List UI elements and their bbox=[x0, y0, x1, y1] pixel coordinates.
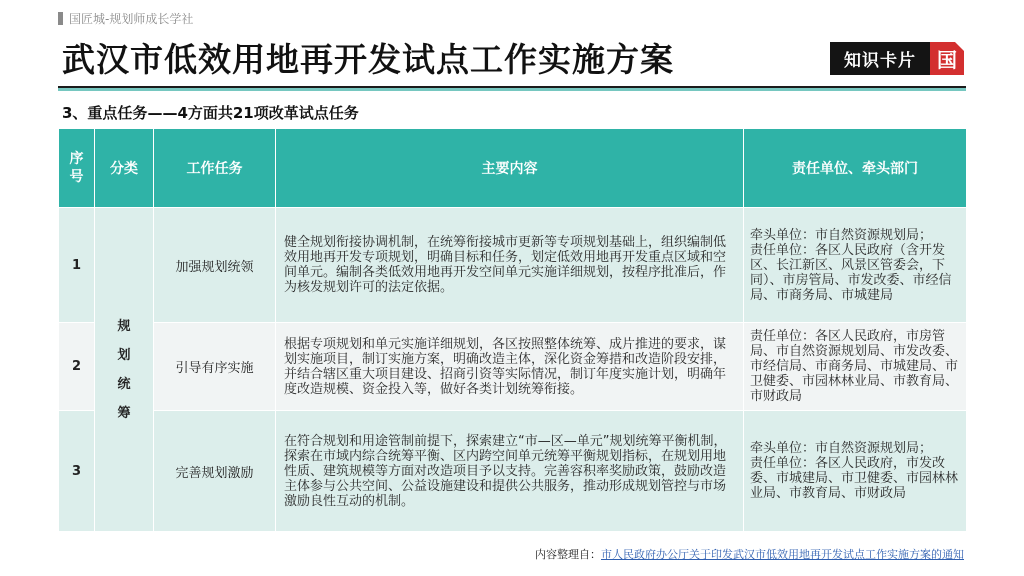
header-divider-teal bbox=[58, 88, 966, 91]
brand-bar-icon bbox=[58, 12, 63, 25]
source-label: 内容整理自： bbox=[535, 548, 601, 561]
row-number: 3 bbox=[59, 411, 95, 532]
brand-text: 国匠城-规划师成长学社 bbox=[69, 11, 194, 26]
task-name: 引导有序实施 bbox=[154, 323, 276, 411]
page-title: 武汉市低效用地再开发试点工作实施方案 bbox=[62, 40, 674, 79]
table-row bbox=[59, 208, 967, 323]
task-responsible: 牵头单位：市自然资源规划局； 责任单位：各区人民政府（含开发区、长江新区、风景区管委会，下同）、市房管局、市发改委、市经信局、市商务局、市城建局 bbox=[744, 208, 967, 323]
task-responsible: 责任单位：各区人民政府，市房管局、市自然资源规划局、市发改委、市经信局、市商务局、市城建局、市卫健委、市园林林业局、市教育局、市财政局 bbox=[744, 323, 967, 411]
header-category: 分类 bbox=[95, 129, 154, 208]
task-content: 健全规划衔接协调机制，在统筹衔接城市更新等专项规划基础上，组织编制低效用地再开发专项规划，明确目标和任务，划定低效用地再开发重点区域和空间单元。编制各类低效用地再开发空间单元实施详细规划，按程序批准后，作为核发规划许可的法定依据。 bbox=[276, 208, 744, 323]
header-task: 工作任务 bbox=[154, 129, 276, 208]
source-link[interactable]: 市人民政府办公厅关于印发武汉市低效用地再开发试点工作实施方案的通知 bbox=[601, 548, 964, 561]
task-table bbox=[58, 128, 967, 532]
header-no: 序 号 bbox=[59, 129, 95, 208]
header-responsible: 责任单位、牵头部门 bbox=[744, 129, 967, 208]
knowledge-card-badge bbox=[830, 42, 964, 75]
header-content: 主要内容 bbox=[276, 129, 744, 208]
table-header-row bbox=[59, 129, 967, 208]
source-note bbox=[535, 546, 964, 562]
section-subtitle: 3、重点任务——4方面共21项改革试点任务 bbox=[62, 104, 359, 122]
table-row bbox=[59, 411, 967, 532]
table-row bbox=[59, 323, 967, 411]
badge-label: 知识卡片 bbox=[830, 42, 930, 75]
brand-header bbox=[58, 10, 193, 26]
row-number: 2 bbox=[59, 323, 95, 411]
category-cell: 规 划 统 筹 bbox=[95, 208, 154, 532]
task-name: 完善规划激励 bbox=[154, 411, 276, 532]
task-name: 加强规划统领 bbox=[154, 208, 276, 323]
guojiang-logo-icon: 国 bbox=[930, 42, 964, 75]
task-content: 在符合规划和用途管制前提下，探索建立“市—区—单元”规划统筹平衡机制，探索在市域内综合统筹平衡、区内跨空间单元统筹平衡规划指标，在规划用地性质、建筑规模等方面对改造项目予以支持。完善容积率奖励政策，鼓励改造主体参与公共空间、公益设施建设和提供公共服务，推动形成规划管控与市场激励良性互动的机制。 bbox=[276, 411, 744, 532]
task-content: 根据专项规划和单元实施详细规划，各区按照整体统筹、成片推进的要求，谋划实施项目，制订实施方案，明确改造主体，深化资金筹措和改造阶段安排，并结合辖区重大项目建设、招商引资等实际情况，制订年度实施计划，明确年度改造规模、资金投入等，做好各类计划统筹衔接。 bbox=[276, 323, 744, 411]
task-responsible: 牵头单位：市自然资源规划局； 责任单位：各区人民政府，市发改委、市城建局、市卫健委、市园林林业局、市教育局、市财政局 bbox=[744, 411, 967, 532]
row-number: 1 bbox=[59, 208, 95, 323]
